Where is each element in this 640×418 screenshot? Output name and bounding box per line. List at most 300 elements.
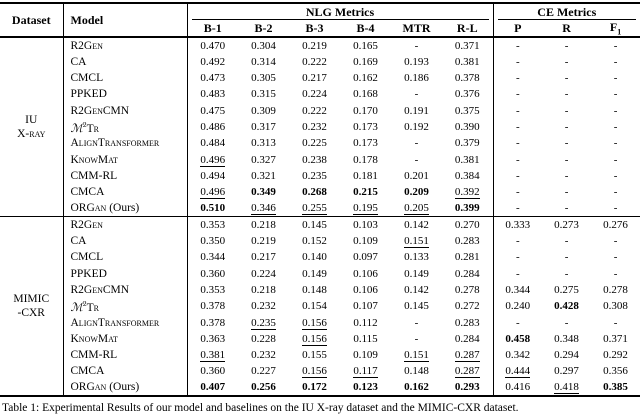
metric-value — [542, 233, 591, 249]
script-m: ℳ — [70, 299, 83, 314]
metric-value-text: - — [564, 316, 569, 329]
metric-value — [442, 168, 493, 184]
metric-value-text: 0.169 — [353, 55, 378, 68]
metric-value-text: - — [564, 186, 569, 199]
dataset-label-line: X-ray — [17, 128, 46, 141]
metric-value-text: 0.483 — [200, 88, 226, 101]
metric-value-text: 0.215 — [353, 186, 378, 199]
metric-value — [289, 298, 340, 314]
metric-value-text: 0.162 — [353, 72, 378, 85]
metric-value-text: 0.232 — [251, 349, 276, 362]
metric-value-text: 0.304 — [251, 40, 276, 53]
col-header-p: P — [493, 20, 542, 37]
metric-value-text: 0.222 — [302, 55, 327, 68]
metric-value — [238, 37, 289, 53]
table-row — [0, 249, 640, 265]
metric-value-text: 0.218 — [251, 283, 276, 296]
model-name-text: Tr — [86, 301, 99, 314]
model-name — [63, 200, 187, 216]
metric-value — [187, 363, 238, 379]
metric-value-text: 0.360 — [200, 365, 226, 378]
metric-value — [591, 347, 640, 363]
metric-value — [442, 314, 493, 330]
metric-value-text: - — [564, 235, 569, 248]
metric-value — [187, 103, 238, 119]
metric-value — [493, 347, 542, 363]
metric-value — [289, 314, 340, 330]
metric-value-text: 0.151 — [404, 349, 429, 362]
model-name-text: CMCA — [70, 186, 105, 199]
metric-value — [340, 249, 391, 265]
metric-value — [391, 151, 442, 167]
metric-value — [340, 135, 391, 151]
metric-value-text: - — [515, 267, 520, 280]
metric-value — [493, 380, 542, 396]
metric-value — [289, 380, 340, 396]
metric-value — [289, 347, 340, 363]
metric-value — [591, 103, 640, 119]
metric-value — [442, 135, 493, 151]
metric-value — [289, 119, 340, 135]
metric-value — [493, 86, 542, 102]
metric-value — [493, 200, 542, 216]
metric-value — [391, 233, 442, 249]
metric-value — [187, 119, 238, 135]
metric-value-text: 0.375 — [454, 104, 480, 117]
metric-value — [238, 347, 289, 363]
metric-value-text: 0.106 — [353, 283, 378, 296]
metric-value — [442, 54, 493, 70]
metric-value-text: 0.115 — [353, 332, 378, 345]
metric-value-text: - — [515, 169, 520, 182]
metric-value — [238, 298, 289, 314]
metric-value — [340, 103, 391, 119]
metric-value — [187, 298, 238, 314]
metric-value-text: 0.349 — [251, 186, 276, 199]
metric-value — [493, 314, 542, 330]
metric-value-text: 0.418 — [554, 381, 579, 394]
col-header-b-4: B-4 — [340, 20, 391, 37]
metric-value-text: - — [515, 40, 520, 53]
metric-value-text: 0.268 — [302, 186, 327, 199]
metric-value-text: 0.155 — [302, 349, 327, 362]
metric-value-text: - — [613, 40, 618, 53]
metric-value — [340, 168, 391, 184]
metric-value — [591, 184, 640, 200]
metric-value — [391, 70, 442, 86]
table-row — [0, 347, 640, 363]
model-name-text: PPKED — [70, 88, 107, 101]
metric-value-text: 0.256 — [251, 381, 276, 394]
metric-value-text: 0.107 — [353, 300, 378, 313]
metric-value — [542, 249, 591, 265]
model-name-text: KnowMat — [70, 153, 118, 166]
metric-value — [542, 380, 591, 396]
metric-value — [187, 184, 238, 200]
metric-value-text: 0.173 — [353, 121, 378, 134]
metric-value — [542, 103, 591, 119]
table-body — [0, 37, 640, 396]
metric-value-text: 0.270 — [454, 219, 480, 232]
metric-value — [391, 266, 442, 282]
model-name — [63, 119, 187, 135]
metric-value — [340, 266, 391, 282]
metric-value — [340, 314, 391, 330]
model-name-text: R2GenCMN — [70, 283, 130, 296]
metric-value — [591, 70, 640, 86]
model-name-text: AlignTransformer — [70, 137, 160, 150]
metric-value — [542, 135, 591, 151]
metric-value — [591, 249, 640, 265]
table-row — [0, 217, 640, 233]
metric-value — [340, 217, 391, 233]
metric-value — [591, 119, 640, 135]
metric-value — [289, 54, 340, 70]
metric-value-text: 0.275 — [554, 283, 579, 296]
metric-value — [493, 217, 542, 233]
metric-value-text: 0.218 — [251, 219, 276, 232]
metric-value-text: 0.145 — [302, 219, 327, 232]
metric-value — [442, 37, 493, 53]
metric-value — [442, 266, 493, 282]
metric-value — [591, 54, 640, 70]
metric-value — [289, 184, 340, 200]
metric-value-text: 0.165 — [353, 40, 378, 53]
metric-value — [289, 266, 340, 282]
table-row — [0, 200, 640, 216]
metric-value — [493, 249, 542, 265]
metric-value-text: - — [515, 104, 520, 117]
metric-value — [289, 282, 340, 298]
metric-value — [238, 331, 289, 347]
metric-value — [542, 54, 591, 70]
metric-value — [238, 217, 289, 233]
model-name-text: CMM-RL — [70, 349, 118, 362]
metric-value — [542, 86, 591, 102]
col-header-b-1: B-1 — [187, 20, 238, 37]
metric-value — [591, 151, 640, 167]
metric-value-text: 0.240 — [505, 300, 531, 313]
metric-value-text: 0.315 — [251, 88, 276, 101]
metric-value — [187, 347, 238, 363]
table-row — [0, 70, 640, 86]
metric-value — [289, 151, 340, 167]
model-name — [63, 249, 187, 265]
metric-value — [542, 119, 591, 135]
metric-value — [187, 54, 238, 70]
metric-value — [442, 103, 493, 119]
metric-value — [493, 363, 542, 379]
metric-value — [391, 217, 442, 233]
metric-value-text: 0.219 — [251, 235, 276, 248]
metric-value — [391, 54, 442, 70]
model-name — [63, 233, 187, 249]
metric-value — [391, 86, 442, 102]
metric-value-text: 0.384 — [454, 169, 480, 182]
table-row — [0, 37, 640, 53]
metric-value-text: - — [613, 88, 618, 101]
model-name — [63, 54, 187, 70]
metric-value-text: 0.344 — [505, 283, 531, 296]
col-header-r: R — [542, 20, 591, 37]
model-name-text: CA — [70, 55, 87, 68]
table-row — [0, 184, 640, 200]
metric-value — [340, 119, 391, 135]
metric-value — [442, 282, 493, 298]
model-name-text: R2GenCMN — [70, 104, 130, 117]
metric-value-text: 0.360 — [200, 267, 226, 280]
metric-value-text: 0.348 — [554, 332, 579, 345]
metric-value — [289, 233, 340, 249]
metric-value-text: 0.117 — [353, 365, 378, 378]
table-row — [0, 103, 640, 119]
metric-value — [591, 282, 640, 298]
metric-value-text: 0.227 — [251, 365, 276, 378]
metric-value-text: 0.297 — [554, 365, 579, 378]
model-name-text: CMCL — [70, 251, 104, 264]
metric-value-text: 0.173 — [353, 137, 378, 150]
metric-value-text: 0.473 — [200, 72, 226, 85]
metric-value-text: 0.217 — [251, 251, 276, 264]
metric-value — [542, 266, 591, 282]
metric-value-text: - — [414, 137, 419, 150]
metric-value-text: 0.317 — [251, 121, 276, 134]
metric-value-text: 0.278 — [454, 283, 480, 296]
metric-value — [289, 331, 340, 347]
table-row — [0, 380, 640, 396]
metric-value-text: 0.371 — [454, 40, 480, 53]
metric-value — [391, 37, 442, 53]
model-name-text: CMCA — [70, 365, 105, 378]
metric-value-text: 0.186 — [404, 72, 429, 85]
metric-value — [591, 37, 640, 53]
metric-value — [542, 314, 591, 330]
metric-value — [493, 184, 542, 200]
metric-value-text: 0.379 — [454, 137, 480, 150]
metric-value — [542, 282, 591, 298]
metric-value — [591, 298, 640, 314]
metric-value-text: - — [515, 316, 520, 329]
metric-value-text: 0.381 — [454, 55, 480, 68]
metric-value — [493, 54, 542, 70]
metric-value-text: 0.342 — [505, 349, 531, 362]
col-header-f1: $F_1$ — [591, 20, 640, 37]
metric-value-text: - — [564, 169, 569, 182]
col-header-dataset: Dataset — [0, 3, 63, 37]
metric-value — [542, 298, 591, 314]
model-name-text: CMCL — [70, 72, 104, 85]
table-row — [0, 266, 640, 282]
dataset-label-line: MIMIC — [13, 292, 50, 305]
metric-value — [238, 233, 289, 249]
metric-value — [187, 233, 238, 249]
metric-value-text: - — [564, 104, 569, 117]
metric-value-text: 0.162 — [404, 381, 429, 394]
metric-value-text: - — [564, 251, 569, 264]
metric-value-text: - — [515, 202, 520, 215]
metric-value-text: - — [414, 153, 419, 166]
metric-value-text: - — [515, 55, 520, 68]
metric-value-text: 0.178 — [353, 153, 378, 166]
metric-value-text: 0.152 — [302, 235, 327, 248]
metric-value — [591, 135, 640, 151]
metric-value-text: - — [613, 235, 618, 248]
model-name-text: R2Gen — [70, 40, 103, 53]
metric-value-text: 0.492 — [200, 55, 226, 68]
model-name — [63, 314, 187, 330]
metric-value-text: 0.494 — [200, 169, 226, 182]
metric-value — [340, 54, 391, 70]
metric-value — [187, 380, 238, 396]
metric-value-text: 0.151 — [404, 235, 429, 248]
metric-value-text: - — [515, 251, 520, 264]
table-row — [0, 233, 640, 249]
metric-value-text: - — [613, 153, 618, 166]
metric-value-text: 0.156 — [302, 316, 327, 329]
metric-value-text: - — [414, 316, 419, 329]
metric-value — [340, 363, 391, 379]
metric-value — [391, 347, 442, 363]
metric-value — [591, 168, 640, 184]
metric-value-text: 0.381 — [454, 153, 480, 166]
metric-value-text: 0.103 — [353, 219, 378, 232]
metric-value — [442, 86, 493, 102]
table-row — [0, 314, 640, 330]
model-name — [63, 184, 187, 200]
metric-value — [542, 363, 591, 379]
model-name — [63, 103, 187, 119]
metric-value-text: 0.344 — [200, 251, 226, 264]
metric-value — [391, 184, 442, 200]
model-name — [63, 70, 187, 86]
metric-value-text: - — [515, 121, 520, 134]
table-row — [0, 363, 640, 379]
metric-value — [442, 298, 493, 314]
metric-value-text: 0.470 — [200, 40, 226, 53]
metric-value-text: 0.353 — [200, 219, 226, 232]
metric-value-text: 0.109 — [353, 235, 378, 248]
metric-value-text: - — [564, 55, 569, 68]
model-name-text: Tr — [86, 122, 99, 135]
metric-value — [391, 119, 442, 135]
table-row — [0, 54, 640, 70]
metric-value — [238, 86, 289, 102]
metric-value — [340, 86, 391, 102]
metric-value-text: 0.428 — [554, 300, 579, 313]
metric-value-text: 0.168 — [353, 88, 378, 101]
metric-value-text: - — [515, 88, 520, 101]
model-name-text: ORGan — [70, 202, 107, 215]
metric-value-text: 0.148 — [302, 283, 327, 296]
model-name — [63, 347, 187, 363]
metric-value — [442, 380, 493, 396]
metric-value-text: 0.192 — [404, 121, 429, 134]
metric-value-text: 0.209 — [404, 186, 429, 199]
metric-value — [238, 249, 289, 265]
metric-value-text: - — [564, 72, 569, 85]
metric-value-text: - — [515, 186, 520, 199]
metric-value — [493, 331, 542, 347]
metric-value-text: 0.172 — [302, 381, 327, 394]
metric-value — [442, 70, 493, 86]
table-row — [0, 151, 640, 167]
model-name — [63, 135, 187, 151]
metric-value-text: - — [613, 137, 618, 150]
metric-value-text: - — [515, 72, 520, 85]
metric-value-text: 0.392 — [454, 186, 480, 199]
metric-value-text: 0.399 — [454, 202, 480, 215]
metric-value-text: 0.281 — [454, 251, 480, 264]
table-row — [0, 119, 640, 135]
metric-value — [289, 249, 340, 265]
table-row — [0, 86, 640, 102]
metric-value — [542, 347, 591, 363]
metric-value-text: 0.142 — [404, 283, 429, 296]
model-name — [63, 86, 187, 102]
results-table — [0, 2, 640, 397]
table-row — [0, 135, 640, 151]
metric-value — [187, 249, 238, 265]
metric-value-text: 0.156 — [302, 365, 327, 378]
table-row — [0, 331, 640, 347]
metric-value-text: - — [613, 104, 618, 117]
model-name-text: R2Gen — [70, 219, 103, 232]
metric-value — [391, 363, 442, 379]
metric-value-text: - — [414, 332, 419, 345]
model-name-suffix: (Ours) — [106, 381, 140, 394]
metric-value-text: - — [564, 40, 569, 53]
metric-value-text: - — [414, 88, 419, 101]
table-header — [0, 3, 640, 37]
metric-value — [187, 168, 238, 184]
metric-value — [442, 331, 493, 347]
metric-value-text: 0.378 — [200, 316, 226, 329]
metric-value-text: 0.142 — [404, 219, 429, 232]
metric-value-text: 0.381 — [200, 349, 226, 362]
metric-value-text: 0.145 — [404, 300, 429, 313]
metric-value — [187, 37, 238, 53]
metric-value-text: 0.106 — [353, 267, 378, 280]
metric-value-text: 0.193 — [404, 55, 429, 68]
metric-value — [238, 266, 289, 282]
dataset-label — [0, 217, 63, 396]
metric-value — [493, 135, 542, 151]
metric-value-text: 0.309 — [251, 104, 276, 117]
metric-value-text: 0.378 — [454, 72, 480, 85]
metric-value — [542, 184, 591, 200]
metric-value — [493, 298, 542, 314]
metric-value-text: 0.350 — [200, 235, 226, 248]
metric-value — [340, 70, 391, 86]
metric-value-text: 0.154 — [302, 300, 327, 313]
metric-value-text: 0.276 — [603, 219, 628, 232]
metric-value — [340, 298, 391, 314]
metric-value-text: 0.292 — [603, 349, 628, 362]
col-header-r-l: R-L — [442, 20, 493, 37]
metric-value — [289, 200, 340, 216]
header-row-groups — [0, 3, 640, 20]
metric-value — [340, 347, 391, 363]
metric-value-text: 0.283 — [454, 316, 480, 329]
metric-value-text: 0.149 — [302, 267, 327, 280]
dataset-label-line: -CXR — [17, 307, 45, 320]
metric-value — [187, 200, 238, 216]
metric-value — [340, 184, 391, 200]
metric-value-text: 0.287 — [454, 365, 480, 378]
metric-value — [442, 217, 493, 233]
metric-value — [340, 233, 391, 249]
model-superscript: 2 — [82, 298, 87, 308]
